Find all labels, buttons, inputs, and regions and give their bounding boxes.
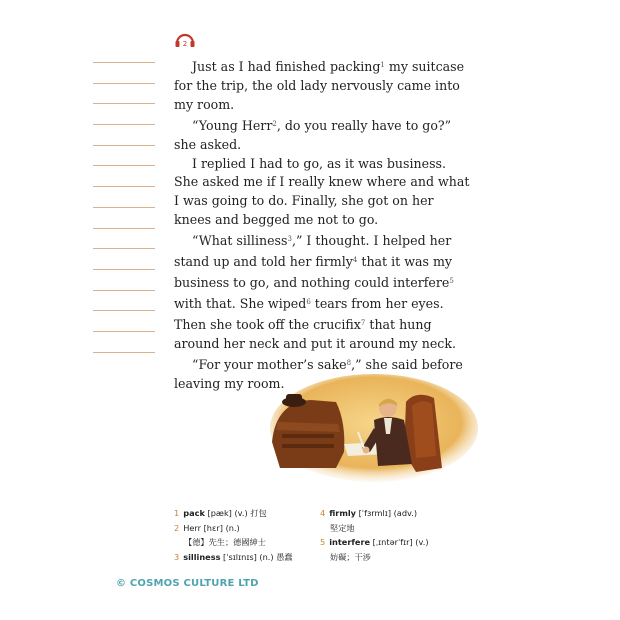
glossary-number: 5 bbox=[320, 537, 326, 547]
note-lines bbox=[93, 62, 155, 372]
glossary-definition: 【德】先生；德國紳士 bbox=[184, 537, 266, 547]
story-text bbox=[174, 56, 474, 393]
glossary-definition: [ˈfɜrmlɪ] (adv.) bbox=[356, 508, 418, 518]
story-text-run: that hung around her neck and put it around my neck. bbox=[174, 316, 456, 351]
glossary-number: 3 bbox=[174, 551, 180, 562]
story-text-run: tears from her eyes. Then she took off the crucifix bbox=[174, 295, 444, 332]
glossary-definition: [ˌɪntərˈfɪr] (v.) bbox=[370, 537, 429, 547]
glossary-entry bbox=[320, 550, 429, 565]
footnote-marker: 7 bbox=[360, 318, 366, 327]
glossary-entry bbox=[174, 521, 293, 536]
audio-track-icon[interactable] bbox=[174, 29, 196, 49]
footnote-marker: 1 bbox=[380, 61, 385, 69]
glossary-definition: Herr [hɛr] (n.) bbox=[183, 522, 240, 533]
story-text-run: “For your mother’s sake bbox=[192, 356, 347, 372]
glossary-right bbox=[320, 506, 429, 564]
glossary-entry bbox=[320, 521, 429, 536]
glossary-entry bbox=[174, 535, 293, 550]
glossary-word: interfere bbox=[329, 537, 371, 547]
footnote-marker: 4 bbox=[352, 256, 358, 265]
glossary-entry bbox=[174, 550, 293, 565]
glossary-word: pack bbox=[183, 508, 205, 518]
footnote-marker: 6 bbox=[306, 297, 311, 306]
footnote-marker: 3 bbox=[287, 235, 292, 244]
footnote-marker: 5 bbox=[449, 276, 454, 285]
illustration-man-writing-at-desk bbox=[266, 372, 478, 484]
glossary-entry bbox=[320, 506, 429, 521]
story-text-run: Just as I had finished packing bbox=[192, 59, 381, 74]
footnote-marker: 8 bbox=[346, 358, 352, 367]
glossary-definition: [pæk] (v.) 打包 bbox=[204, 508, 267, 518]
glossary-entry bbox=[174, 506, 293, 521]
glossary-left bbox=[174, 506, 293, 564]
story-text-run: ,” I thought. I helped her stand up and told her firmly bbox=[174, 233, 452, 270]
story-paragraph bbox=[174, 56, 474, 115]
track-number: 2 bbox=[182, 40, 188, 48]
story-text-run: ,” she said before leaving my room. bbox=[174, 356, 463, 391]
glossary-word: firmly bbox=[329, 508, 357, 518]
story-paragraph bbox=[174, 115, 474, 155]
glossary-number: 4 bbox=[320, 508, 326, 518]
story-text-run: with that. She wiped bbox=[174, 295, 307, 311]
glossary-definition: [ˈsɪlɪnɪs] (n.) 愚蠢 bbox=[220, 551, 293, 562]
story-paragraph bbox=[174, 230, 474, 353]
story-paragraph bbox=[174, 155, 474, 231]
publisher-logo: © COSMOS CULTURE LTD bbox=[116, 578, 259, 589]
glossary-number: 2 bbox=[174, 522, 180, 533]
glossary-number: 1 bbox=[174, 508, 180, 518]
story-text-run: I replied I had to go, as it was business. She asked me if I really knew where and what I was going to do. Finally, she got on her knees and begged me not to go. bbox=[174, 155, 470, 228]
story-text-run: my suitcase for the trip, the old lady nervously came into my room. bbox=[174, 59, 465, 112]
glossary-definition: 妨礙；干涉 bbox=[330, 551, 371, 562]
story-text-run: that it was my business to go, and nothing could interfere bbox=[174, 254, 453, 290]
story-text-run: , do you really have to go?” she asked. bbox=[174, 117, 452, 152]
story-text-run: “Young Herr bbox=[192, 117, 273, 133]
glossary-entry bbox=[320, 535, 429, 550]
glossary-definition: 堅定地 bbox=[330, 522, 355, 533]
footnote-marker: 2 bbox=[272, 119, 277, 128]
story-text-run: “What silliness bbox=[192, 233, 288, 249]
glossary-word: silliness bbox=[183, 551, 221, 562]
